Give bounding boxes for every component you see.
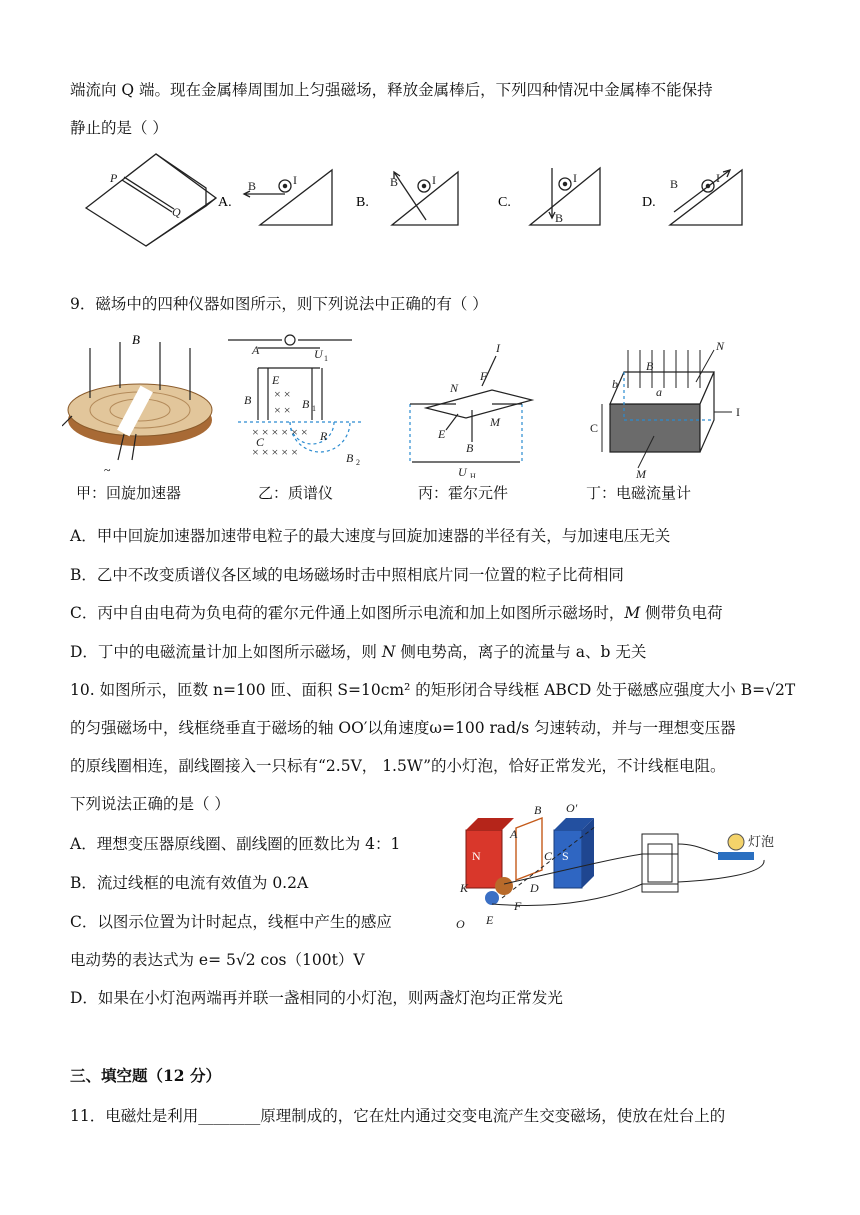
svg-text:C: C (256, 435, 265, 449)
svg-text:× × × × ×: × × × × × (252, 445, 298, 459)
caption-cyclotron: 甲：回旋加速器 (76, 484, 182, 502)
svg-text:S: S (562, 849, 569, 863)
svg-text:B: B (248, 179, 257, 193)
svg-text:B: B (555, 211, 564, 225)
svg-text:B: B (646, 359, 654, 373)
q10-line3: 的原线圈相连，副线圈接入一只标有“2.5V， 1.5W”的小灯泡，恰好正常发光，不计线框电阻。 (70, 757, 726, 775)
mass-spectrometer-diagram (228, 335, 362, 467)
q9-option-b: B．乙中不改变质谱仪各区域的电场磁场时击中照相底片同一位置的粒子比荷相同 (70, 566, 624, 584)
caption-mass-spectrometer: 乙：质谱仪 (258, 484, 334, 502)
svg-text:K: K (460, 881, 469, 895)
q10-option-c: C．以图示位置为计时起点，线框中产生的感应 (70, 913, 392, 931)
svg-text:1: 1 (324, 354, 328, 363)
q10-line1: 10. 如图所示，匝数 n=100 匝、面积 S=10cm² 的矩形闭合导线框 ABCD 处于磁感应强度大小 B=√2T (70, 681, 796, 699)
svg-text:E: E (438, 427, 446, 441)
svg-text:I: I (432, 173, 436, 187)
q8-option-a-diagram (244, 170, 332, 225)
svg-text:a: a (656, 385, 662, 399)
svg-text:A: A (510, 827, 518, 841)
svg-text:× ×: × × (274, 387, 291, 401)
svg-text:B: B (244, 393, 252, 407)
svg-text:B: B (346, 451, 354, 465)
svg-text:E: E (272, 373, 280, 387)
caption-hall-element: 丙：霍尔元件 (418, 484, 509, 502)
svg-text:N: N (716, 339, 725, 353)
svg-text:B: B (670, 177, 679, 191)
q9-option-d: D．丁中的电磁流量计加上如图所示磁场，则 N 侧电势高，离子的流量与 a、b 无关 (70, 643, 647, 661)
svg-text:I: I (496, 341, 500, 355)
generator-transformer-diagram (446, 800, 786, 940)
section-title: 三、填空题（12 分） (70, 1066, 221, 1085)
svg-text:× × × × × ×: × × × × × × (252, 425, 308, 439)
svg-text:O′: O′ (566, 801, 578, 815)
incline-3d-diagram (86, 154, 216, 246)
label-q: Q (172, 205, 181, 219)
q9-figures (62, 328, 762, 478)
svg-text:B: B (390, 175, 399, 189)
svg-text:M: M (636, 467, 646, 478)
svg-text:× ×: × × (274, 403, 291, 417)
q9-option-c: C．丙中自由电荷为负电荷的霍尔元件通上如图所示电流和加上如图所示磁场时，M 侧带负电荷 (70, 604, 723, 622)
svg-text:A: A (252, 343, 260, 357)
q11-line1: 11．电磁灶是利用________原理制成的，它在灶内通过交变电流产生交变磁场，使放在灶台上的 (70, 1107, 726, 1125)
svg-text:2: 2 (356, 458, 360, 467)
svg-text:灯泡: 灯泡 (748, 834, 775, 849)
svg-text:U: U (314, 347, 323, 361)
q8-line2: 静止的是（ ） (70, 119, 168, 137)
svg-text:C: C (544, 849, 553, 863)
q8-option-c-label: C. (498, 195, 511, 210)
q8-option-b-label: B. (356, 195, 369, 210)
svg-text:B: B (534, 803, 542, 817)
q10-option-b: B．流过线框的电流有效值为 0.2A (70, 874, 309, 892)
svg-text:C: C (590, 421, 599, 435)
svg-text:I: I (573, 171, 577, 185)
q10-option-a: A．理想变压器原线圈、副线圈的匝数比为 4：1 (70, 835, 401, 853)
q10-option-c-cont: 电动势的表达式为 e= 5√2 cos（100t）V (70, 951, 365, 969)
svg-text:F: F (514, 899, 522, 913)
q8-line1: 端流向 Q 端。现在金属棒周围加上匀强磁场，释放金属棒后，下列四种情况中金属棒不能保持 (70, 81, 713, 99)
q9-option-a: A．甲中回旋加速器加速带电粒子的最大速度与回旋加速器的半径有关，与加速电压无关 (70, 527, 671, 545)
flow-meter-diagram (590, 339, 740, 478)
svg-text:B: B (302, 397, 310, 411)
hall-element-diagram (410, 341, 532, 478)
svg-text:I: I (293, 173, 297, 187)
svg-text:I: I (716, 171, 720, 185)
svg-text:1: 1 (312, 404, 316, 413)
svg-text:B: B (132, 332, 140, 347)
q8-option-d-diagram (670, 170, 742, 225)
svg-text:E: E (486, 913, 494, 927)
q10-option-d: D．如果在小灯泡两端再并联一盏相同的小灯泡，则两盏灯泡均正常发光 (70, 989, 563, 1007)
q8-option-d-label: D. (642, 195, 656, 210)
svg-text:U: U (458, 465, 467, 478)
caption-flow-meter: 丁：电磁流量计 (586, 484, 692, 502)
svg-text:O: O (456, 917, 465, 931)
label-p: P (110, 171, 118, 185)
q8-figures (70, 150, 760, 250)
q10-line2: 的匀强磁场中，线框绕垂直于磁场的轴 OO′以角速度ω=100 rad/s 匀速转动，并与一理想变压器 (70, 719, 736, 737)
q8-option-b-diagram (390, 172, 458, 225)
svg-text:D: D (530, 881, 539, 895)
svg-text:N: N (472, 849, 481, 863)
svg-text:M: M (490, 415, 500, 429)
svg-text:N: N (450, 381, 459, 395)
cyclotron-diagram (62, 332, 212, 477)
svg-text:F: F (480, 369, 488, 383)
svg-text:R: R (320, 429, 328, 443)
svg-text:~: ~ (104, 463, 111, 477)
svg-text:I: I (736, 405, 740, 419)
svg-text:b: b (612, 377, 618, 391)
q8-option-a-label: A. (218, 195, 232, 210)
q10-line4: 下列说法正确的是（ ） (70, 795, 230, 813)
svg-text:H: H (470, 472, 476, 478)
q8-option-c-diagram (530, 168, 600, 225)
svg-text:B: B (466, 441, 474, 455)
q9-stem: 9．磁场中的四种仪器如图所示，则下列说法中正确的有（ ） (70, 295, 488, 313)
